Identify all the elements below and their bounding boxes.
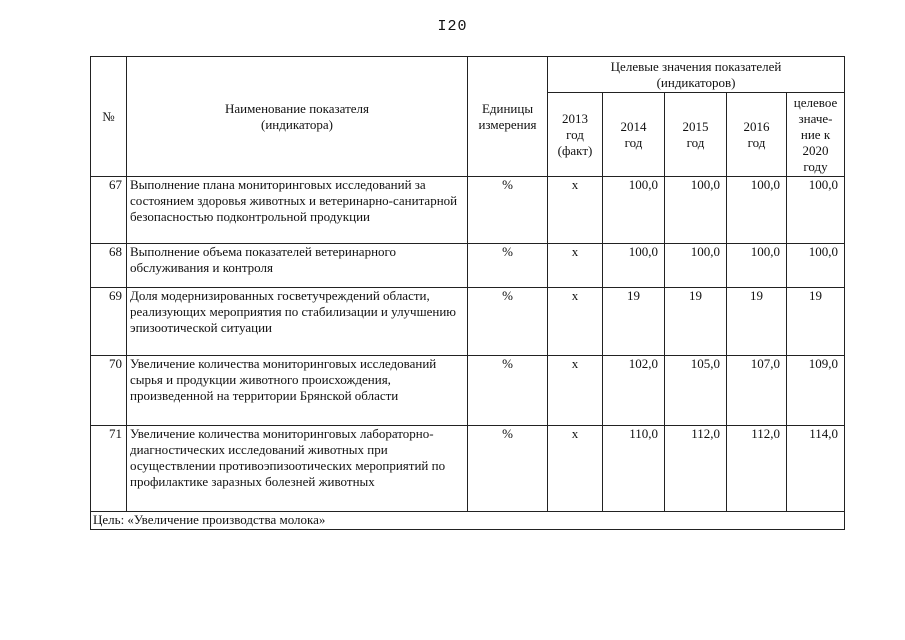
header-name: Наименование показателя (индикатора) [127, 57, 468, 177]
value-2013: х [548, 288, 603, 356]
value-2016: 107,0 [727, 356, 787, 426]
indicator-name: Выполнение объема показателей ветеринарного обслуживания и контроля [127, 244, 468, 288]
row-number: 70 [91, 356, 127, 426]
value-2014: 100,0 [603, 244, 665, 288]
value-2014: 19 [603, 288, 665, 356]
indicator-unit: % [468, 288, 548, 356]
indicator-name: Увеличение количества мониторинговых лабораторно-диагностических исследований животных при осуществлении противоэпизоотических мероприятий по профилактике заразных болезней животных [127, 426, 468, 512]
table-row [91, 244, 845, 288]
value-2015: 112,0 [665, 426, 727, 512]
header-year-2016: 2016 год [727, 93, 787, 177]
table-row [91, 177, 845, 244]
value-2016: 19 [727, 288, 787, 356]
value-2016: 112,0 [727, 426, 787, 512]
header-num: № [91, 57, 127, 177]
page-number: I20 [437, 18, 468, 35]
goal-row [91, 512, 845, 530]
indicator-unit: % [468, 356, 548, 426]
header-target-2020: целевое значе-ние к 2020 году [787, 93, 845, 177]
indicators-table [90, 56, 845, 530]
header-units: Единицы измерения [468, 57, 548, 177]
header-year-2013: 2013 год (факт) [548, 93, 603, 177]
row-number: 67 [91, 177, 127, 244]
value-2016: 100,0 [727, 177, 787, 244]
table-row [91, 288, 845, 356]
value-2020: 100,0 [787, 244, 845, 288]
value-2020: 114,0 [787, 426, 845, 512]
goal-text: Цель: «Увеличение производства молока» [91, 512, 845, 530]
indicator-name: Увеличение количества мониторинговых исследований сырья и продукции животного происхождения, произведенной на территории Брянской области [127, 356, 468, 426]
value-2013: х [548, 244, 603, 288]
value-2013: х [548, 356, 603, 426]
value-2020: 19 [787, 288, 845, 356]
value-2013: х [548, 426, 603, 512]
value-2014: 102,0 [603, 356, 665, 426]
indicator-name: Выполнение плана мониторинговых исследований за состоянием здоровья животных и ветеринарно-санитарной безопасностью подконтрольной продукции [127, 177, 468, 244]
row-number: 68 [91, 244, 127, 288]
value-2014: 100,0 [603, 177, 665, 244]
header-target-values: Целевые значения показателей (индикаторов) [548, 57, 845, 93]
value-2020: 109,0 [787, 356, 845, 426]
value-2020: 100,0 [787, 177, 845, 244]
indicator-unit: % [468, 426, 548, 512]
value-2015: 19 [665, 288, 727, 356]
indicator-name: Доля модернизированных госветучреждений области, реализующих мероприятия по стабилизации и улучшению эпизоотической ситуации [127, 288, 468, 356]
value-2013: х [548, 177, 603, 244]
indicator-unit: % [468, 177, 548, 244]
value-2015: 100,0 [665, 244, 727, 288]
header-year-2015: 2015 год [665, 93, 727, 177]
table-row [91, 426, 845, 512]
value-2015: 105,0 [665, 356, 727, 426]
table-row [91, 356, 845, 426]
value-2015: 100,0 [665, 177, 727, 244]
value-2014: 110,0 [603, 426, 665, 512]
indicator-unit: % [468, 244, 548, 288]
header-year-2014: 2014 год [603, 93, 665, 177]
row-number: 71 [91, 426, 127, 512]
row-number: 69 [91, 288, 127, 356]
value-2016: 100,0 [727, 244, 787, 288]
